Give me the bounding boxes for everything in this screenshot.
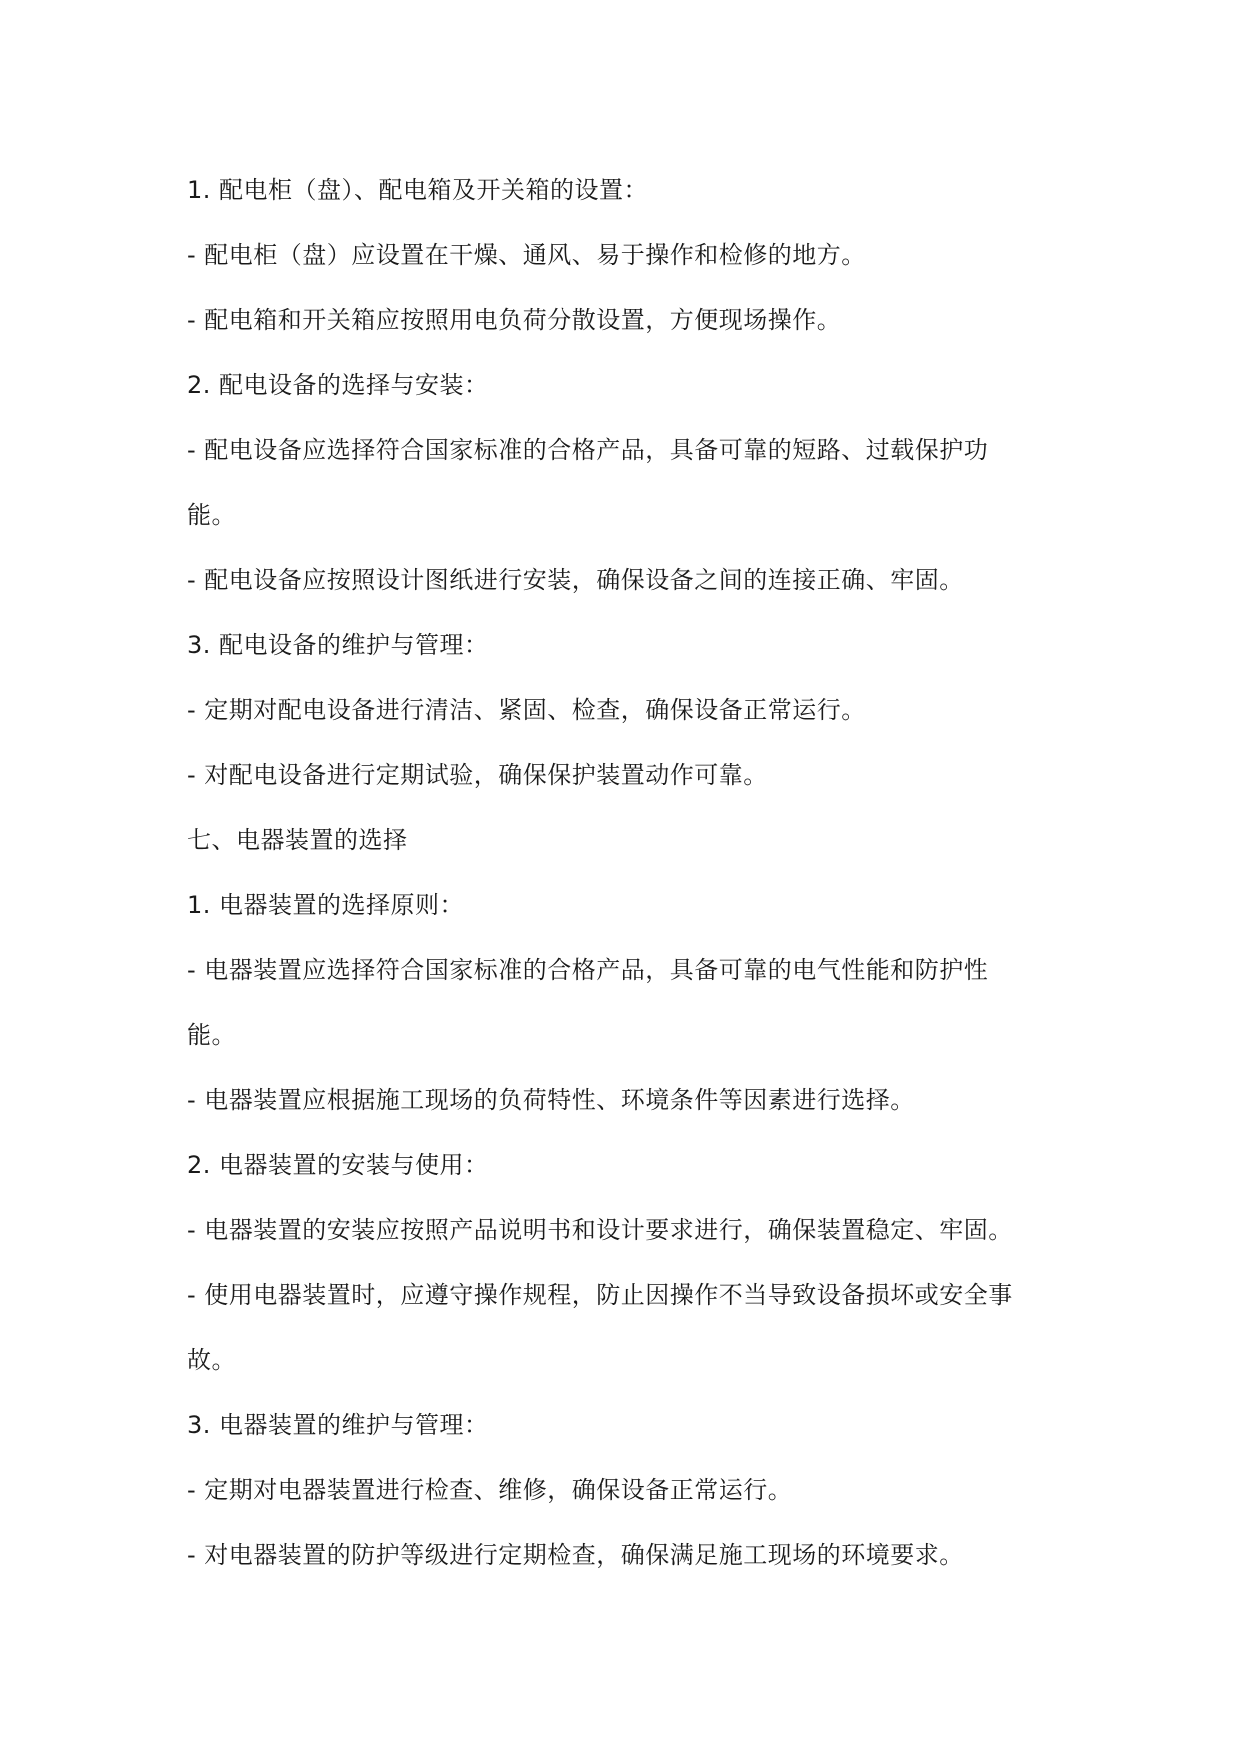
bullet-line: - 对配电设备进行定期试验，确保保护装置动作可靠。 — [187, 761, 768, 789]
bullet-line: - 电器装置的安装应按照产品说明书和设计要求进行，确保装置稳定、牢固。 — [187, 1216, 1013, 1244]
bullet-line-continuation: 故。 — [187, 1346, 236, 1374]
bullet-line: - 定期对配电设备进行清洁、紧固、检查，确保设备正常运行。 — [187, 696, 866, 724]
document-body — [187, 158, 1067, 1588]
bullet-line-continuation: 能。 — [187, 1021, 236, 1049]
numbered-heading-device-maintenance: 3. 电器装置的维护与管理： — [187, 1411, 489, 1439]
numbered-heading-selection-principles: 1. 电器装置的选择原则： — [187, 891, 465, 919]
bullet-line: - 对电器装置的防护等级进行定期检查，确保满足施工现场的环境要求。 — [187, 1541, 964, 1569]
bullet-line: - 定期对电器装置进行检查、维修，确保设备正常运行。 — [187, 1476, 793, 1504]
bullet-line: - 配电箱和开关箱应按照用电负荷分散设置，方便现场操作。 — [187, 306, 842, 334]
section-heading-electrical-devices: 七、电器装置的选择 — [187, 826, 408, 854]
bullet-line: - 配电设备应选择符合国家标准的合格产品，具备可靠的短路、过载保护功 — [187, 436, 989, 464]
bullet-line: - 配电柜（盘）应设置在干燥、通风、易于操作和检修的地方。 — [187, 241, 866, 269]
numbered-heading-installation-use: 2. 电器装置的安装与使用： — [187, 1151, 489, 1179]
bullet-line: - 电器装置应根据施工现场的负荷特性、环境条件等因素进行选择。 — [187, 1086, 915, 1114]
bullet-line-continuation: 能。 — [187, 501, 236, 529]
numbered-heading-equipment-maintenance: 3. 配电设备的维护与管理： — [187, 631, 489, 659]
bullet-line: - 使用电器装置时，应遵守操作规程，防止因操作不当导致设备损坏或安全事 — [187, 1281, 1013, 1309]
bullet-line: - 电器装置应选择符合国家标准的合格产品，具备可靠的电气性能和防护性 — [187, 956, 989, 984]
bullet-line: - 配电设备应按照设计图纸进行安装，确保设备之间的连接正确、牢固。 — [187, 566, 964, 594]
numbered-heading-distribution-setup: 1. 配电柜（盘）、配电箱及开关箱的设置： — [187, 176, 649, 204]
numbered-heading-equipment-selection: 2. 配电设备的选择与安装： — [187, 371, 489, 399]
